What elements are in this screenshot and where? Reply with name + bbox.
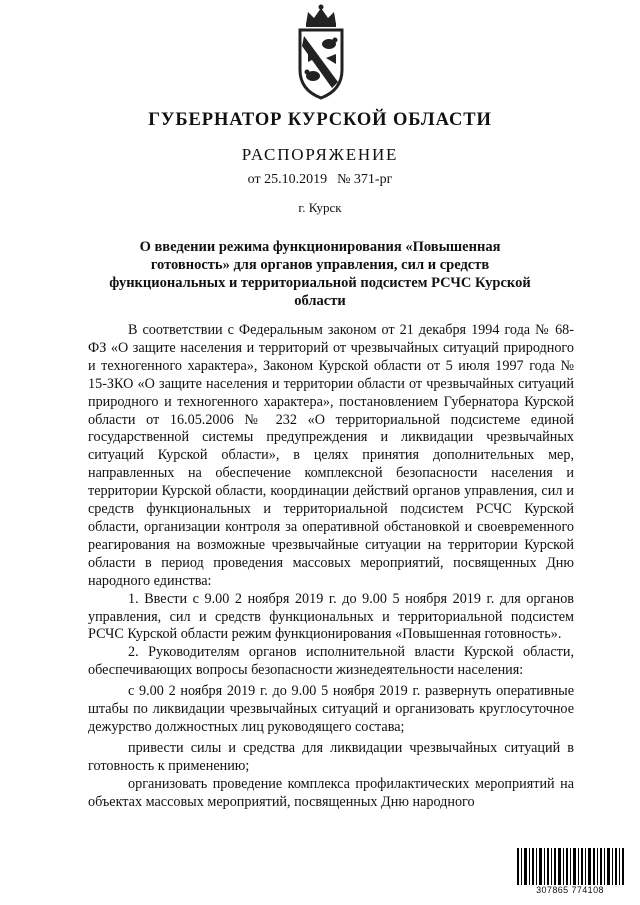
preamble-paragraph: В соответствии с Федеральным законом от 21 декабря 1994 года № 68-ФЗ «О защите населения и территорий от чрезвычайных ситуаций природного и техногенного характера», Законом Курской области от 5 июля 1997 года № 15-ЗКО «О защите населения и территории области от чрезвычайных ситуаций природного и техногенного характера», постановлением Губернатора Курской области от 16.05.2006 № 232 «О территориальной подсистеме единой государственной системы предупреждения и ликвидации чрезвычайных ситуаций Курской области», в целях принятия дополнительных мер, направленных на обеспечение комплексной безопасности населения и территории Курской области, координации действий органов управления, сил и средств функциональных и территориальной подсистем РСЧС Курской области, организации контроля за оперативной обстановкой и своевременного реагирования на возможные чрезвычайные ситуации на территории Курской области в период проведения массовых мероприятий, посвященных Дню народного единства: — [88, 322, 574, 589]
item-2-subparagraph: привести силы и средства для ликвидации чрезвычайных ситуаций в готовность к применению; — [88, 739, 574, 774]
document-number: № 371-рг — [337, 172, 393, 187]
item-2-subparagraph: организовать проведение комплекса профилактических мероприятий на объектах массовых мероприятий, посвященных Дню народного — [88, 775, 574, 810]
document-date-line — [0, 172, 640, 188]
governor-title: ГУБЕРНАТОР КУРСКОЙ ОБЛАСТИ — [148, 110, 492, 130]
document-subject: О введении режима функционирования «Повышенная готовность» для органов управления, сил и средств функциональных и территориальной подсистем РСЧС Курской области — [109, 239, 531, 309]
document-type: РАСПОРЯЖЕНИЕ — [241, 145, 399, 164]
item-1-paragraph: 1. Ввести с 9.00 2 ноября 2019 г. до 9.00 5 ноября 2019 г. для органов управления, сил и средств функциональных и территориальной подсистем РСЧС Курской области режим функционирования «Повышенная готовность». — [88, 590, 574, 643]
document-date: от 25.10.2019 — [247, 172, 328, 187]
coat-of-arms-icon — [296, 2, 346, 102]
document-city: г. Курск — [298, 200, 342, 215]
barcode-number: 307865 774108 — [515, 885, 625, 895]
item-2-paragraph: 2. Руководителям органов исполнительной власти Курской области, обеспечивающих вопросы безопасности жизнедеятельности населения: — [88, 644, 574, 679]
document-body — [88, 322, 574, 811]
item-2-subparagraph: с 9.00 2 ноября 2019 г. до 9.00 5 ноября 2019 г. развернуть оперативные штабы по ликвидации чрезвычайных ситуаций и организовать круглосуточное дежурство должностных лиц руководящего состава; — [88, 683, 574, 735]
